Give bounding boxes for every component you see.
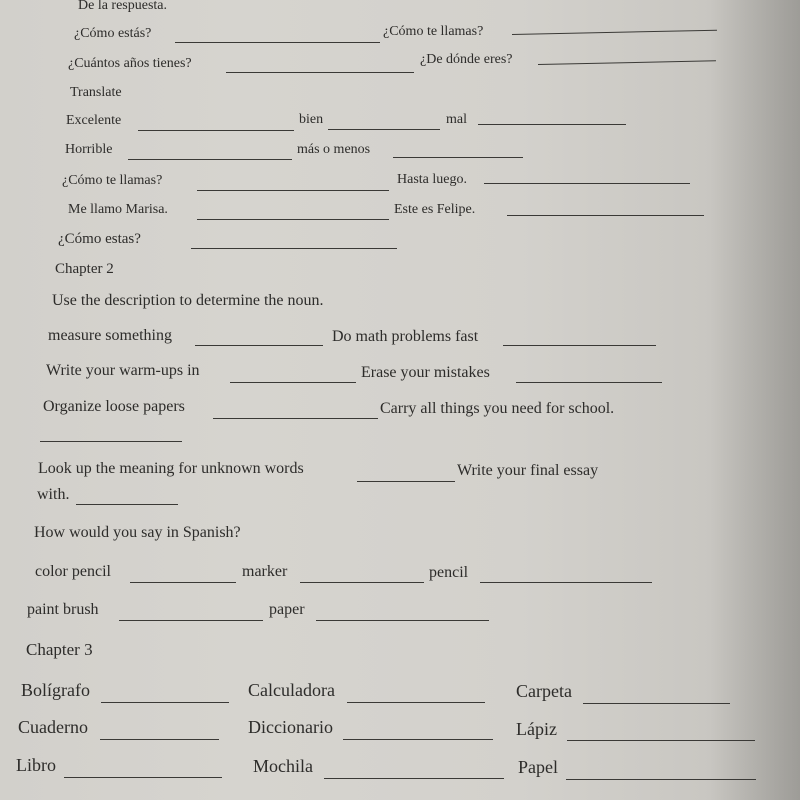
answer-blank[interactable] (226, 72, 414, 73)
answer-blank[interactable] (101, 702, 229, 703)
phrase-me-llamo: Me llamo Marisa. (68, 202, 168, 217)
answer-blank[interactable] (175, 42, 380, 43)
answer-blank[interactable] (195, 345, 323, 346)
question-como-estas: ¿Cómo estás? (74, 26, 152, 41)
answer-blank[interactable] (191, 248, 397, 249)
phrase-como-estas: ¿Cómo estas? (58, 231, 141, 247)
word-paper: paper (269, 601, 305, 618)
answer-blank[interactable] (393, 157, 523, 158)
word-paint-brush: paint brush (27, 601, 99, 618)
chapter-3-heading: Chapter 3 (26, 640, 93, 659)
word-papel: Papel (518, 757, 558, 777)
word-carpeta: Carpeta (516, 681, 572, 701)
question-de-donde-eres: ¿De dónde eres? (420, 52, 513, 67)
word-lapiz: Lápiz (516, 719, 557, 739)
word-boligrafo: Bolígrafo (21, 680, 90, 700)
clue-warmups: Write your warm-ups in (46, 362, 200, 379)
clue-math: Do math problems fast (332, 328, 479, 345)
word-libro: Libro (16, 755, 56, 775)
word-mal: mal (446, 112, 467, 127)
word-cuaderno: Cuaderno (18, 717, 88, 737)
page-shadow (710, 0, 800, 800)
clue-carry: Carry all things you need for school. (380, 400, 615, 417)
word-calculadora: Calculadora (248, 680, 335, 700)
word-horrible: Horrible (65, 142, 113, 157)
spanish-question: How would you say in Spanish? (34, 524, 241, 541)
answer-blank[interactable] (512, 30, 717, 35)
answer-blank[interactable] (583, 703, 730, 704)
answer-blank[interactable] (197, 190, 389, 191)
clue-measure: measure something (48, 327, 172, 344)
clue-organize: Organize loose papers (43, 398, 185, 415)
answer-blank[interactable] (507, 215, 704, 216)
answer-blank[interactable] (343, 739, 493, 740)
answer-blank[interactable] (138, 130, 294, 131)
answer-blank[interactable] (119, 620, 263, 621)
clue-lookup: Look up the meaning for unknown words (38, 460, 304, 477)
answer-blank[interactable] (197, 219, 389, 220)
word-bien: bien (299, 112, 324, 127)
answer-blank[interactable] (64, 777, 222, 778)
answer-blank[interactable] (230, 382, 356, 383)
answer-blank[interactable] (316, 620, 489, 621)
answer-blank[interactable] (300, 582, 424, 583)
answer-blank[interactable] (76, 504, 178, 505)
answer-blank[interactable] (567, 740, 755, 741)
clue-essay: Write your final essay (457, 462, 599, 479)
question-cuantos-anos: ¿Cuántos años tienes? (68, 56, 192, 71)
answer-blank[interactable] (213, 418, 378, 419)
word-pencil: pencil (429, 564, 469, 581)
phrase-como-te-llamas: ¿Cómo te llamas? (62, 173, 163, 188)
word-mochila: Mochila (253, 756, 313, 776)
word-marker: marker (242, 563, 288, 580)
answer-blank[interactable] (130, 582, 236, 583)
phrase-este-es: Este es Felipe. (394, 202, 476, 217)
answer-blank[interactable] (324, 778, 504, 779)
answer-blank[interactable] (516, 382, 662, 383)
answer-blank[interactable] (357, 481, 455, 482)
word-diccionario: Diccionario (248, 717, 333, 737)
clue-with: with. (37, 486, 70, 503)
instruction-text: De la respuesta. (78, 0, 168, 13)
clue-erase: Erase your mistakes (361, 364, 490, 381)
answer-blank[interactable] (328, 129, 440, 130)
answer-blank[interactable] (484, 183, 690, 184)
answer-blank[interactable] (480, 582, 652, 583)
answer-blank[interactable] (478, 124, 626, 125)
answer-blank[interactable] (566, 779, 756, 780)
answer-blank[interactable] (100, 739, 219, 740)
word-excelente: Excelente (66, 113, 122, 128)
phrase-hasta-luego: Hasta luego. (397, 172, 467, 187)
question-como-te-llamas: ¿Cómo te llamas? (383, 24, 484, 39)
chapter-2-heading: Chapter 2 (55, 261, 114, 277)
answer-blank[interactable] (538, 60, 716, 65)
answer-blank[interactable] (503, 345, 656, 346)
answer-blank[interactable] (347, 702, 485, 703)
chapter-2-instruction: Use the description to determine the noun. (52, 292, 324, 309)
answer-blank[interactable] (128, 159, 292, 160)
word-mas-o-menos: más o menos (297, 142, 371, 157)
word-color-pencil: color pencil (35, 563, 111, 580)
answer-blank[interactable] (40, 441, 182, 442)
translate-heading: Translate (70, 85, 122, 100)
